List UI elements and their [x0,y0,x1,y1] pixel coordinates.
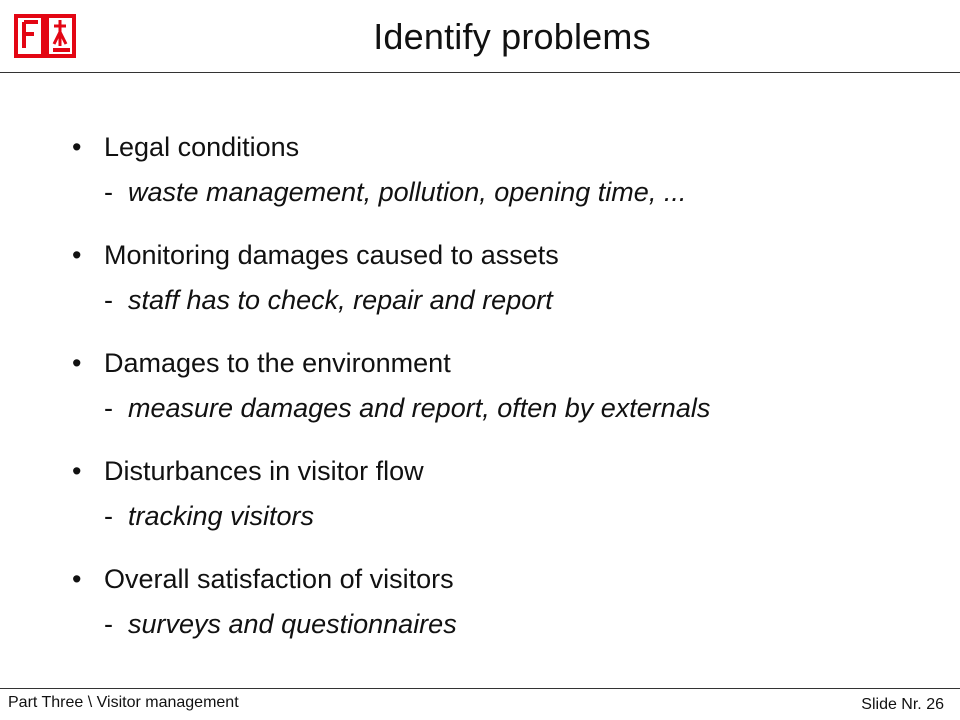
bullet-symbol: • [72,240,82,270]
bullet-symbol: • [72,132,82,162]
bullet-sub-text: tracking visitors [128,501,315,531]
bullet-sub-text: surveys and questionnaires [128,609,457,639]
bullet-sub-text: measure damages and report, often by externals [128,393,711,423]
bullet-symbol: • [72,456,82,486]
bullet-item-monitoring-damages [72,236,932,344]
bullet-item-environment-damages [72,344,932,452]
bullet-symbol: • [72,564,82,594]
sub-dash: - [104,393,113,423]
bullet-main-text: Disturbances in visitor flow [104,456,424,486]
bullet-item-visitor-satisfaction [72,560,932,668]
bullet-main-text: Overall satisfaction of visitors [104,564,454,594]
bullet-item-visitor-flow [72,452,932,560]
footer-divider [0,688,960,689]
bullet-list [72,128,932,668]
bullet-main-text: Monitoring damages caused to assets [104,240,559,270]
footer-section-label: Part Three \ Visitor management [8,694,239,711]
sub-dash: - [104,177,113,207]
slide-number: Slide Nr. 26 [861,696,944,713]
sub-dash: - [104,501,113,531]
bullet-item-legal-conditions [72,128,932,236]
sub-dash: - [104,609,113,639]
sub-dash: - [104,285,113,315]
bullet-main-text: Damages to the environment [104,348,451,378]
header-divider [0,72,960,73]
bullet-sub-text: staff has to check, repair and report [128,285,553,315]
bullet-sub-text: waste management, pollution, opening time, ... [128,177,687,207]
bullet-main-text: Legal conditions [104,132,300,162]
bullet-symbol: • [72,348,82,378]
slide-title: Identify problems [373,16,651,57]
